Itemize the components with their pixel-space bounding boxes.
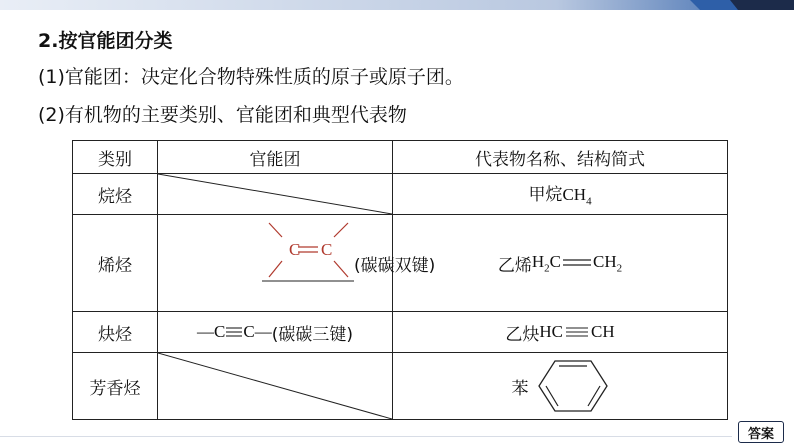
table-row-alkyne — [73, 312, 728, 353]
classification-table — [72, 140, 728, 420]
section-heading: 2.按官能团分类 — [38, 30, 173, 52]
alkane-category: 烷烃 — [73, 174, 158, 215]
table-row-alkane — [73, 174, 728, 215]
header-functional-group: 官能团 — [158, 141, 393, 174]
alkane-formula: $CH_4$ — [562, 185, 592, 208]
alkene-functional-group — [158, 215, 436, 312]
triple-bond-symbol — [225, 326, 243, 338]
aromatic-fg-empty-cell — [158, 353, 393, 420]
alkyne-rep-name: 乙炔 — [505, 324, 540, 345]
definition-paragraph: (1)官能团：决定化合物特殊性质的原子或原子团。 — [38, 66, 464, 88]
alkyne-formula-right: CH — [591, 322, 615, 341]
alkene-rep-name: 乙烯 — [497, 255, 532, 276]
header-representative: 代表物名称、结构简式 — [393, 141, 728, 174]
top-banner-bar — [0, 0, 794, 10]
alkyne-functional-group — [158, 312, 393, 353]
alkene-fg-label: (碳碳双键) — [354, 256, 436, 276]
triple-bond-symbol-rep — [565, 326, 589, 338]
alkane-fg-empty-cell — [158, 174, 393, 215]
aromatic-rep-name: 苯 — [511, 378, 529, 399]
alkyne-formula-left: HC — [539, 322, 563, 341]
double-bond-symbol — [562, 257, 592, 269]
table-header-row — [73, 141, 728, 174]
alkyne-fg-label: (碳碳三键) — [271, 324, 353, 345]
alkene-formula-right: $CH_2$ — [593, 251, 623, 275]
alkene-representative — [393, 215, 728, 312]
table-intro-paragraph: (2)有机物的主要类别、官能团和典型代表物 — [38, 104, 407, 126]
alkene-atom-right: C — [321, 240, 333, 259]
answer-button[interactable]: 答案 — [738, 421, 784, 443]
aromatic-representative — [393, 353, 728, 420]
diagonal-slash — [158, 353, 392, 419]
alkyne-category: 炔烃 — [73, 312, 158, 353]
alkyne-representative — [393, 312, 728, 353]
alkene-category: 烯烃 — [73, 215, 158, 312]
alkyne-fg-left: —C — [197, 322, 226, 341]
alkene-atom-left: C — [289, 240, 301, 259]
aromatic-category: 芳香烃 — [73, 353, 158, 420]
benzene-ring-icon — [537, 359, 609, 413]
table-row-alkene — [73, 215, 728, 312]
alkene-formula: $H_2C$ — [531, 251, 561, 275]
alkane-rep-name: 甲烷 — [528, 185, 563, 206]
diagonal-slash — [158, 174, 392, 214]
alkyne-fg-right: C— — [243, 322, 272, 341]
alkane-representative — [393, 174, 728, 215]
header-category: 类别 — [73, 141, 158, 174]
footer-divider — [0, 436, 732, 437]
table-row-aromatic — [73, 353, 728, 420]
